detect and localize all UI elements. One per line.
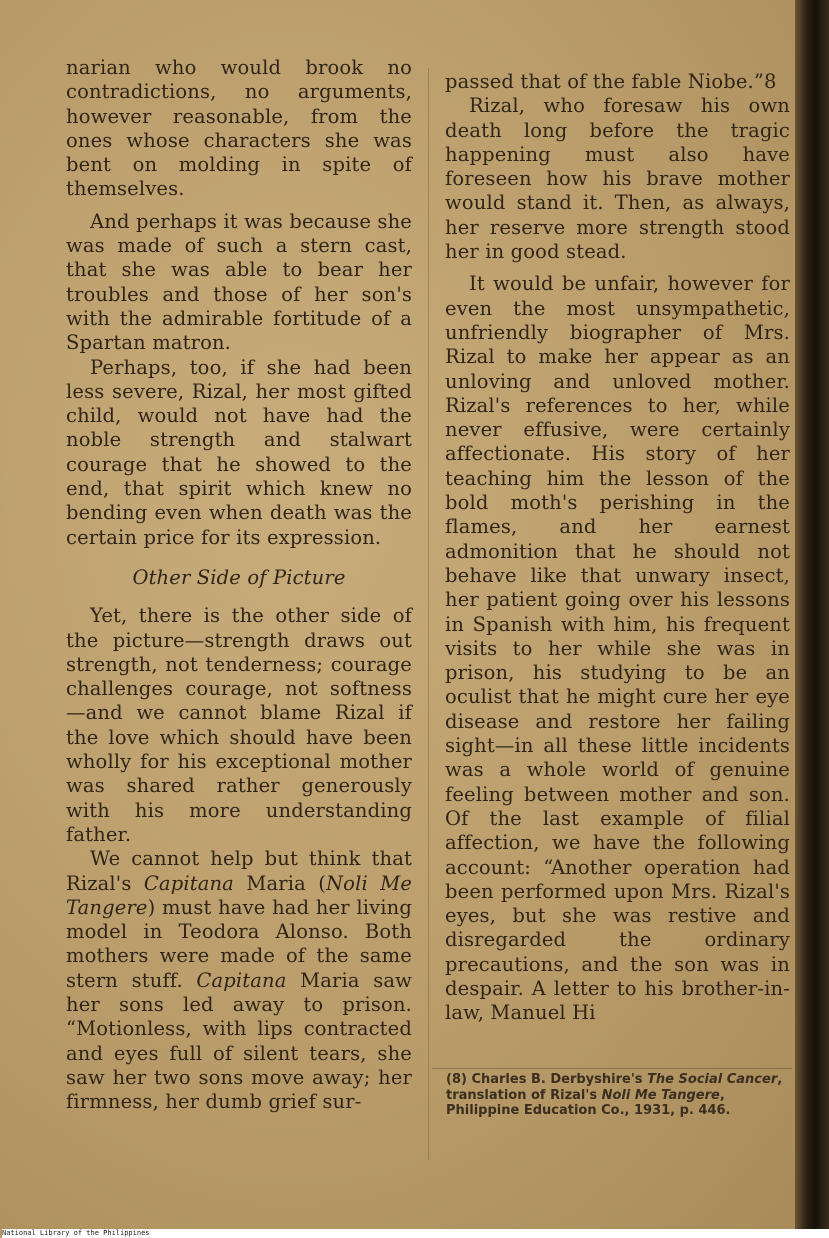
footnote-rule xyxy=(432,1068,792,1069)
left-paragraph-3: Perhaps, too, if she had been less severe, Rizal, her most gifted child, would not have had the noble strength and stalwart courage that he showed to the end, that spirit which knew no bending even when death was the certain price for its expression. xyxy=(66,355,412,549)
left-paragraph-4: Yet, there is the other side of the picture—strength draws out strength, not tenderness; courage challenges courage, not softness—and we cannot blame Rizal if the love which should have been wholly for his exceptional mother was shared rather generously with his more understanding father. xyxy=(66,604,412,846)
italic-capitana-2: Capitana xyxy=(196,968,287,992)
right-paragraph-2: Rizal, who foresaw his own death long before the tragic happening must also have foreseen how his brave mother would stand it. Then, as always, her reserve more strength stood her in good stead. xyxy=(445,94,790,264)
left-paragraph-2: And perhaps it was because she was made of such a stern cast, that she was able to bear her troubles and those of her son's with the admirable fortitude of a Spartan matron. xyxy=(66,209,412,355)
left-column xyxy=(66,56,412,1114)
book-binding-edge xyxy=(795,0,829,1229)
italic-noli-me-tangere: Noli Me Tangere xyxy=(66,871,413,919)
library-footer: National Library of the Philippines xyxy=(2,1229,829,1238)
left-paragraph-1: narian who would brook no contradictions, no arguments, however reasonable, from the ones whose characters she was bent on molding in spite of themselves. xyxy=(66,56,412,201)
right-column xyxy=(445,70,790,1026)
italic-capitana: Capitana xyxy=(143,871,234,895)
left-paragraph-5: We cannot help but think that Rizal's Capitana Maria (Noli Me Tangere) must have had her living model in Teodora Alonso. Both mothers were made of the same stern stuff. Capitana Maria saw her sons led away to prison. “Motionless, with lips contracted and eyes full of silent tears, she saw her two sons move away; her firmness, her dumb grief sur- xyxy=(66,847,413,1114)
right-paragraph-3: It would be unfair, however for even the most unsympathetic, unfriendly biographer of Mrs. Rizal to make her appear as an unloving and unloved mother. Rizal's references to her, while never effusive, were certainly affectionate. His story of her teaching him the lesson of the bold moth's perishing in the flames, and her earnest admonition that he should not behave like that unwary insect, her patient going over his lessons in Spanish with him, his frequent visits to her while she was in prison, his studying to be an oculist that he might cure her eye disease and restore her failing sight—in all these little incidents was a whole world of genuine feeling between mother and son. Of the last example of filial affection, we have the following account: “Another operation had been performed upon Mrs. Rizal's eyes, but she was restive and disregarded the ordinary precautions, and the son was in despair. A letter to his brother-in-law, Manuel Hi xyxy=(445,272,790,1025)
right-paragraph-1: passed that of the fable Niobe.”8 xyxy=(445,70,777,93)
column-divider xyxy=(428,68,429,1160)
footnote: (8) Charles B. Derbyshire's The Social Cancer, translation of Rizal's Noli Me Tangere, Philippine Education Co., 1931, p. 446. xyxy=(446,1072,783,1118)
section-subheading: Other Side of Picture xyxy=(132,565,346,589)
